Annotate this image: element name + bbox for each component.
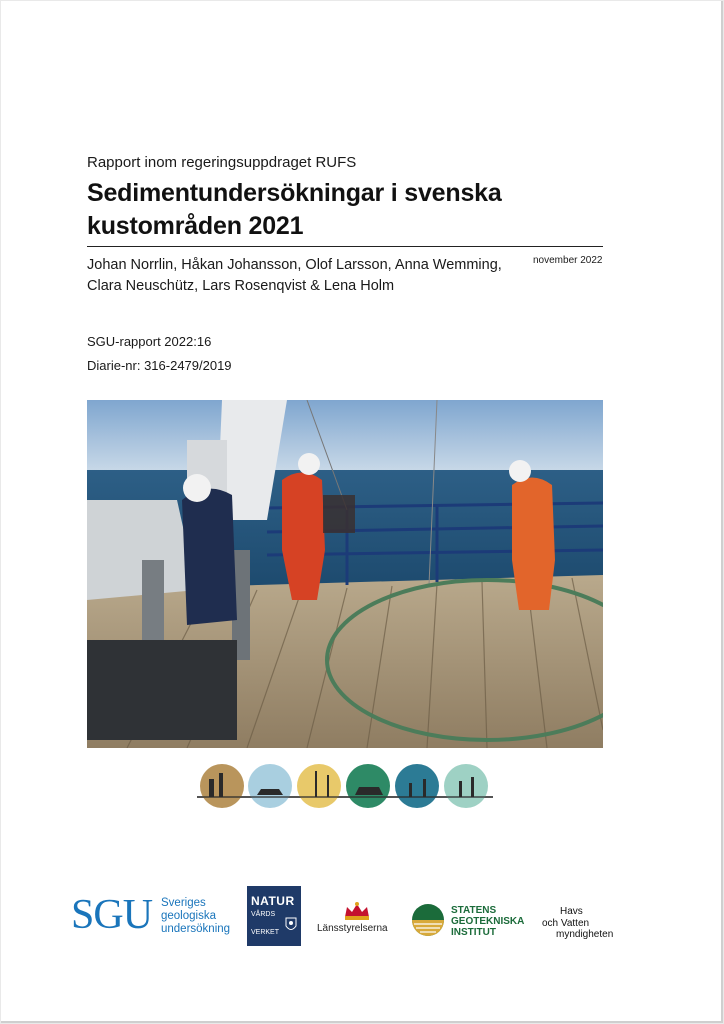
crown-shield-icon — [285, 916, 297, 934]
sgi-name-line2: GEOTEKNISKA — [451, 916, 525, 927]
harbor-icon — [248, 764, 292, 808]
sgu-name-line2: geologiska — [161, 910, 216, 922]
hav-line1: Havs — [560, 906, 583, 917]
report-number: SGU-rapport 2022:16 — [87, 334, 212, 349]
title-divider — [87, 246, 603, 247]
havochvatten-logo — [542, 906, 613, 941]
publication-date: november 2022 — [533, 255, 603, 266]
theme-icons — [197, 761, 493, 811]
nv-line3: VERKET — [251, 929, 280, 936]
cover-page — [1, 1, 723, 1023]
authors-line2: Clara Neuschütz, Lars Rosenqvist & Lena Holm — [87, 278, 395, 294]
sgu-name-line3: undersökning — [161, 923, 231, 935]
report-title — [87, 177, 607, 243]
sgi-name-line1: STATENS — [451, 905, 497, 916]
sgu-name-line1: Sveriges — [161, 897, 206, 909]
sgu-wordmark: SGU — [71, 892, 153, 938]
marine-life-icon — [444, 764, 488, 808]
sgu-name — [161, 897, 241, 936]
report-title-line2: kustområden 2021 — [87, 212, 304, 240]
nv-line2: VÅRDS — [251, 911, 276, 918]
report-title-line1: Sedimentundersökningar i svenska — [87, 179, 502, 207]
sgu-logo — [71, 892, 231, 938]
fishing-icon — [395, 764, 439, 808]
naturvardsverket-logo — [247, 886, 301, 946]
report-subtitle: Rapport inom regeringsuppdraget RUFS — [87, 154, 357, 171]
nv-line1: NATUR — [251, 894, 295, 908]
sgi-name-line3: INSTITUT — [451, 927, 496, 938]
authors-line1: Johan Norrlin, Håkan Johansson, Olof Larsson, Anna Wemming, — [87, 257, 502, 273]
hav-line3: myndigheten — [556, 929, 614, 940]
ship-icon — [346, 764, 390, 808]
lansstyrelserna-logo — [317, 901, 397, 941]
diarie-number: Diarie-nr: 316-2479/2019 — [87, 358, 232, 373]
lansstyrelserna-name: Länsstyrelserna — [317, 923, 388, 934]
ship-deck-photo — [87, 400, 603, 748]
hav-line2: och Vatten — [542, 917, 590, 929]
sgi-emblem-icon — [411, 903, 445, 937]
crown-icon — [343, 901, 371, 921]
wind-icon — [297, 764, 341, 808]
theme-icons-strip — [197, 761, 493, 811]
cover-photo — [87, 400, 603, 748]
authors — [87, 255, 527, 297]
